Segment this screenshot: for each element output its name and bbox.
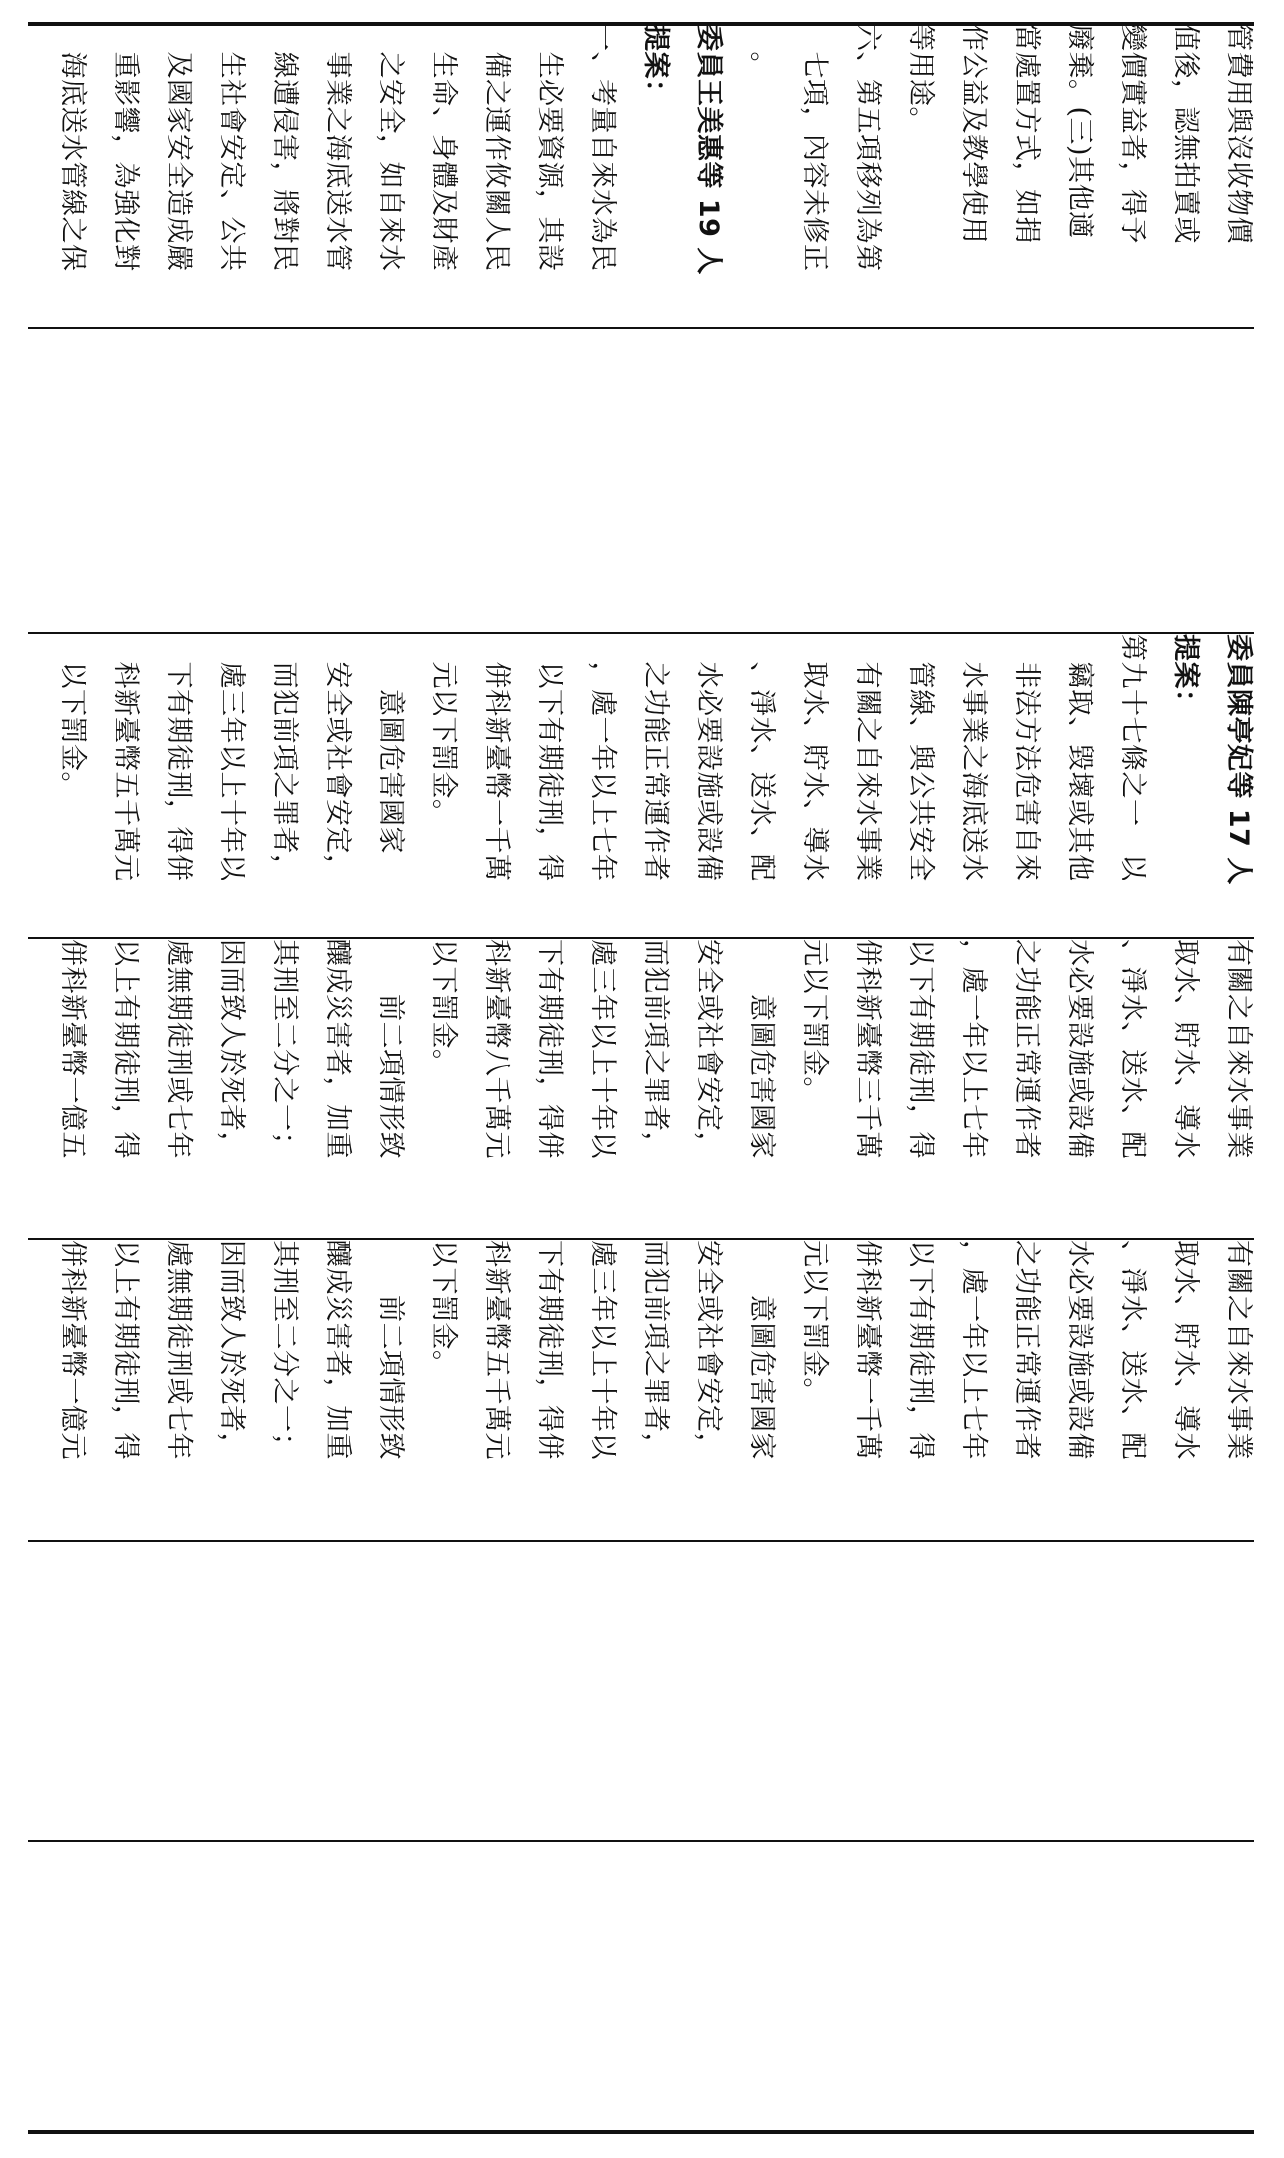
text-line: 有關之自來水事業	[1223, 1240, 1254, 1460]
text-line: 而犯前項之罪者，	[640, 1240, 671, 1460]
rotated-text-block	[35, 24, 1254, 275]
text-line: 因而致人於死者，	[216, 1240, 247, 1460]
cell-row1-right	[28, 24, 1254, 327]
text-line: 有關之自來水事業	[1223, 939, 1254, 1159]
text-line: 第九十七條之一 以	[1117, 634, 1148, 882]
text-line: 以下罰金。	[428, 939, 459, 1077]
text-line: 安全或社會安定，	[322, 634, 353, 882]
text-line: 之功能正常運作者	[1011, 1240, 1042, 1460]
proposer-heading: 委員王美惠等 19 人	[693, 24, 724, 275]
text-line: 管線、與公共安全	[905, 634, 936, 882]
text-line: 處三年以上十年以	[216, 634, 247, 882]
table-bottom-border	[28, 2130, 1254, 2134]
text-line: 其刑至二分之一；	[269, 939, 300, 1159]
text-line: 生必要資源，其設	[534, 24, 565, 272]
text-line: 非法方法危害自來	[1011, 634, 1042, 882]
rotated-text-block	[35, 1240, 1254, 1460]
text-line: 竊取、毀壞或其他	[1064, 634, 1095, 882]
text-line: 、淨水、送水、配	[746, 634, 777, 882]
text-line: 生社會安定、公共	[216, 24, 247, 272]
text-line: 生命、身體及財產	[428, 24, 459, 272]
text-line: 處三年以上十年以	[587, 1240, 618, 1460]
text-line: 科新臺幣五千萬元	[481, 1240, 512, 1460]
text-line: 一、考量自來水為民	[587, 24, 618, 272]
text-line: 取水、貯水、導水	[799, 634, 830, 882]
proposal-label: 提案：	[640, 24, 671, 107]
text-line: 處無期徒刑或七年	[163, 1240, 194, 1460]
text-line: ，處一年以上七年	[958, 939, 989, 1159]
text-line: 取水、貯水、導水	[1170, 1240, 1201, 1460]
text-line: 、淨水、送水、配	[1117, 939, 1148, 1159]
text-line: 科新臺幣八千萬元	[481, 939, 512, 1159]
text-line: 水必要設施或設備	[1064, 939, 1095, 1159]
text-line: 值後，認無拍賣或	[1170, 24, 1201, 244]
text-line: 以下有期徒刑，得	[905, 939, 936, 1159]
rotated-text-block	[35, 634, 1254, 885]
cell-row2-right	[28, 634, 1254, 937]
text-line: 以下罰金。	[57, 634, 88, 799]
text-line: 元以下罰金。	[799, 939, 830, 1104]
text-line: 處三年以上十年以	[587, 939, 618, 1159]
text-line: 併科新臺幣一千萬	[852, 1240, 883, 1460]
text-line: 併科新臺幣一億元	[57, 1240, 88, 1460]
rotated-text-block	[35, 939, 1254, 1159]
text-line: 下有期徒刑，得併	[534, 1240, 565, 1460]
text-line: 併科新臺幣一千萬	[481, 634, 512, 882]
cell-row2-left	[28, 1240, 1254, 1540]
text-line: 變價實益者，得予	[1117, 24, 1148, 244]
text-line: 之功能正常運作者	[640, 634, 671, 882]
text-line: 取水、貯水、導水	[1170, 939, 1201, 1159]
text-line: 重影響，為強化對	[110, 24, 141, 272]
text-line: 併科新臺幣一億五	[57, 939, 88, 1159]
text-line: 管費用與沒收物價	[1223, 24, 1254, 244]
text-line: 廢棄。(三)其他適	[1064, 24, 1095, 239]
text-line: 而犯前項之罪者，	[640, 939, 671, 1159]
text-line: 海底送水管線之保	[57, 24, 88, 272]
text-line: 。	[746, 24, 777, 79]
text-line: 以下有期徒刑，得	[905, 1240, 936, 1460]
text-line: 備之運作攸關人民	[481, 24, 512, 272]
text-line: 意圖危害國家	[375, 634, 406, 854]
text-line: ，處一年以上七年	[587, 634, 618, 882]
text-line: 之安全，如自來水	[375, 24, 406, 272]
text-line: 水事業之海底送水	[958, 634, 989, 882]
text-line: 元以下罰金。	[799, 1240, 830, 1405]
text-line: 以上有期徒刑，得	[110, 1240, 141, 1460]
text-line: 六、第五項移列為第	[852, 24, 883, 272]
text-line: 前二項情形致	[375, 1240, 406, 1460]
text-line: 、淨水、送水、配	[1117, 1240, 1148, 1460]
text-line: 以下罰金。	[428, 1240, 459, 1378]
text-line: 作公益及教學使用	[958, 24, 989, 244]
proposal-label: 提案：	[1170, 634, 1201, 717]
cell-empty	[28, 1842, 1254, 2130]
text-line: 處無期徒刑或七年	[163, 939, 194, 1159]
text-line: 以上有期徒刑，得	[110, 939, 141, 1159]
text-line: 七項，內容未修正	[799, 24, 830, 272]
text-line: 意圖危害國家	[746, 1240, 777, 1460]
proposer-heading: 委員陳亭妃等 17 人	[1223, 634, 1254, 885]
text-line: 有關之自來水事業	[852, 634, 883, 882]
text-line: 安全或社會安定，	[693, 939, 724, 1159]
text-line: 因而致人於死者，	[216, 939, 247, 1159]
text-line: 事業之海底送水管	[322, 24, 353, 272]
text-line: 以下有期徒刑，得	[534, 634, 565, 882]
text-line: 下有期徒刑，得併	[163, 634, 194, 882]
text-line: ，處一年以上七年	[958, 1240, 989, 1460]
text-line: 及國家安全造成嚴	[163, 24, 194, 272]
text-line: 等用途。	[905, 24, 936, 134]
text-line: 線遭侵害，將對民	[269, 24, 300, 272]
text-line: 併科新臺幣三千萬	[852, 939, 883, 1159]
text-line: 下有期徒刑，得併	[534, 939, 565, 1159]
cell-empty	[28, 1542, 1254, 1840]
text-line: 前二項情形致	[375, 939, 406, 1159]
text-line: 意圖危害國家	[746, 939, 777, 1159]
text-line: 而犯前項之罪者，	[269, 634, 300, 882]
text-line: 其刑至二分之一；	[269, 1240, 300, 1460]
text-line: 水必要設施或設備	[693, 634, 724, 882]
text-line: 釀成災害者，加重	[322, 939, 353, 1159]
cell-row2-middle	[28, 939, 1254, 1238]
text-line: 之功能正常運作者	[1011, 939, 1042, 1159]
text-line: 水必要設施或設備	[1064, 1240, 1095, 1460]
text-line: 釀成災害者，加重	[322, 1240, 353, 1460]
text-line: 當處置方式，如捐	[1011, 24, 1042, 244]
text-line: 元以下罰金。	[428, 634, 459, 827]
text-line: 科新臺幣五千萬元	[110, 634, 141, 882]
text-line: 安全或社會安定，	[693, 1240, 724, 1460]
cell-empty	[28, 329, 1254, 632]
